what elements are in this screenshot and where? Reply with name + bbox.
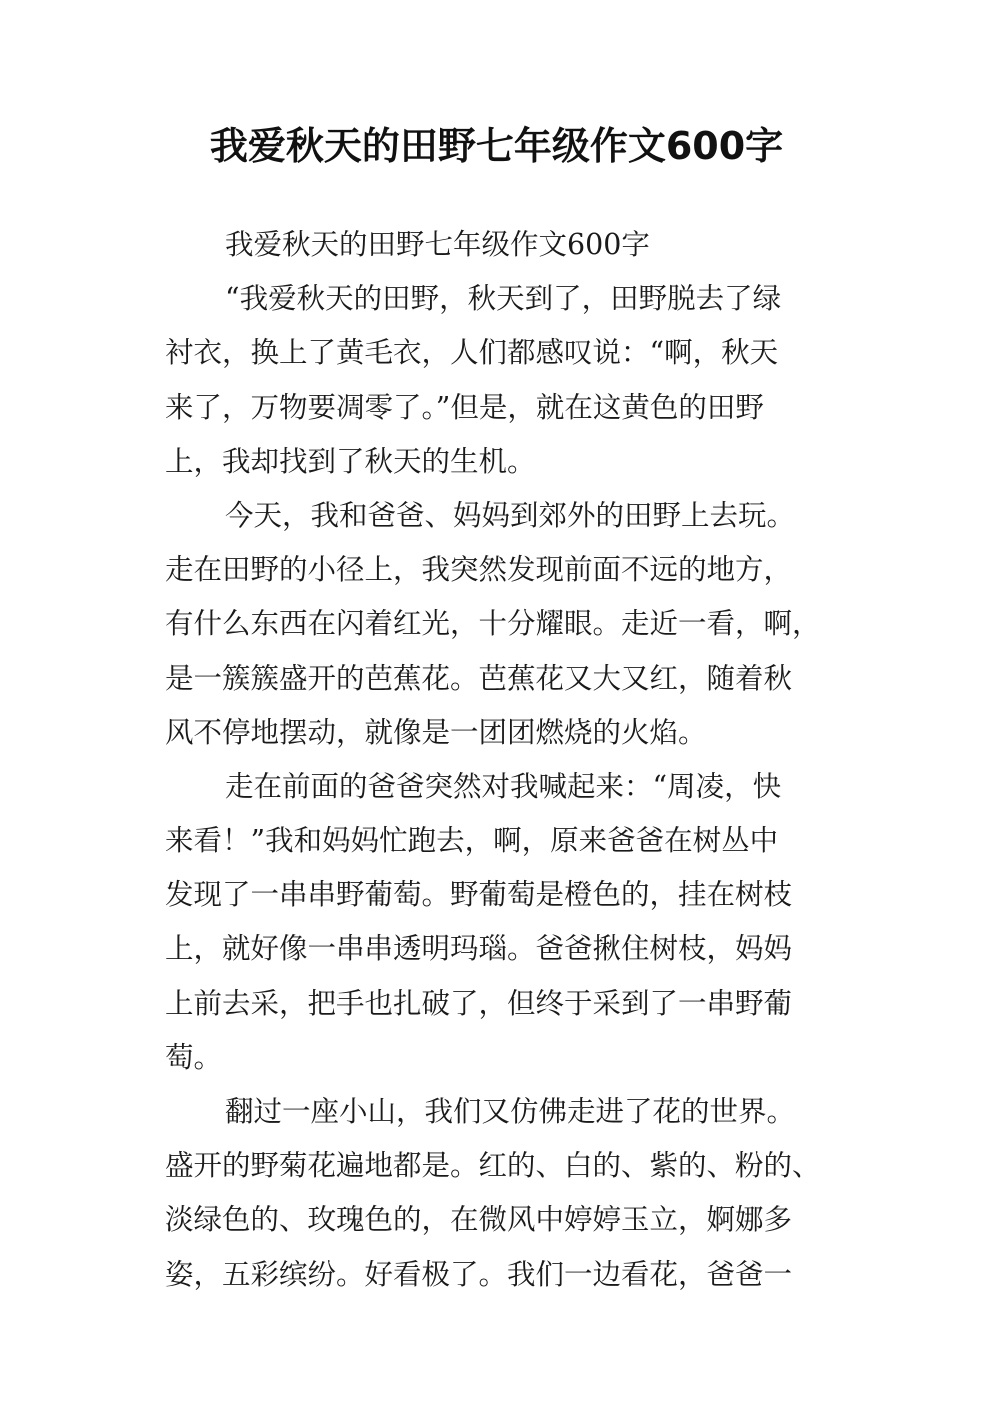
paragraph-line: 发现了一串串野葡萄。野葡萄是橙色的，挂在树枝 [165, 878, 793, 912]
paragraph [165, 1085, 837, 1302]
paragraph-line: 走在前面的爸爸突然对我喊起来：“周凌，快 [225, 769, 782, 803]
document-body [165, 218, 837, 1302]
paragraph-line: 盛开的野菊花遍地都是。红的、白的、紫的、粉的、 [165, 1149, 821, 1183]
paragraph [165, 760, 837, 1085]
paragraph [165, 489, 837, 760]
paragraph-line: 是一簇簇盛开的芭蕉花。芭蕉花又大又红，随着秋 [165, 661, 793, 695]
paragraph-line: 走在田野的小径上，我突然发现前面不远的地方， [165, 553, 793, 587]
paragraph-line: 风不停地摆动，就像是一团团燃烧的火焰。 [165, 715, 707, 749]
paragraph-line: 上前去采，把手也扎破了，但终于采到了一串野葡 [165, 986, 793, 1020]
paragraph-line: 翻过一座小山，我们又仿佛走进了花的世界。 [225, 1095, 796, 1128]
paragraph [165, 272, 837, 489]
paragraph-line: 衬衣，换上了黄毛衣，人们都感叹说：“啊，秋天 [165, 336, 779, 370]
document-title: 我爱秋天的田野七年级作文600字 [209, 124, 784, 168]
paragraph-line: 来了，万物要凋零了。”但是，就在这黄色的田野 [165, 390, 764, 424]
paragraph-line: “我爱秋天的田野，秋天到了，田野脱去了绿 [225, 282, 782, 316]
paragraph-line: 上，就好像一串串透明玛瑙。爸爸揪住树枝，妈妈 [165, 932, 793, 966]
paragraph-line: 淡绿色的、玫瑰色的，在微风中婷婷玉立，婀娜多 [165, 1203, 793, 1237]
paragraph-line: 姿，五彩缤纷。好看极了。我们一边看花，爸爸一 [165, 1257, 793, 1291]
paragraph-line: 有什么东西在闪着红光，十分耀眼。走近一看，啊， [165, 607, 821, 641]
paragraph-line: 上，我却找到了秋天的生机。 [165, 444, 536, 478]
paragraph-line: 萄。 [165, 1040, 223, 1074]
paragraph-line: 来看！”我和妈妈忙跑去，啊，原来爸爸在树丛中 [165, 824, 779, 858]
paragraph-line: 今天，我和爸爸、妈妈到郊外的田野上去玩。 [225, 498, 796, 532]
subtitle-line: 我爱秋天的田野七年级作文600字 [225, 228, 650, 261]
